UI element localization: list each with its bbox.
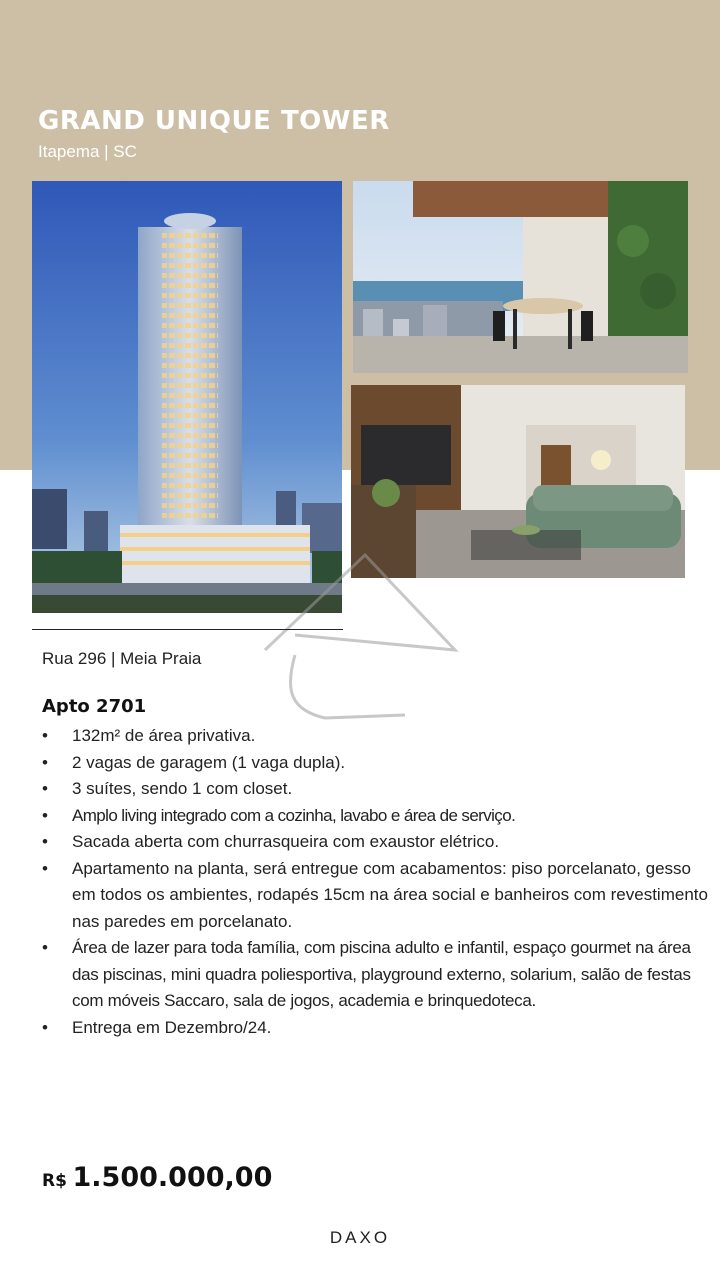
bullet-icon: • — [42, 805, 48, 825]
feature-text: Entrega em Dezembro/24. — [72, 1017, 272, 1037]
bullet-icon: • — [42, 779, 48, 798]
list-item — [42, 750, 712, 777]
unit-title: Apto 2701 — [42, 696, 147, 717]
list-item — [42, 776, 712, 803]
feature-text: Apartamento na planta, será entregue com acabamentos: piso porcelanato, gesso em todos os ambientes, rodapés 15cm na área social e banheiros com revestimento nas paredes em porcelanato. — [72, 858, 708, 931]
feature-text: 3 suítes, sendo 1 com closet. — [72, 779, 293, 798]
bullet-icon: • — [42, 832, 48, 851]
feature-text: Área de lazer para toda família, com piscina adulto e infantil, espaço gourmet na área das piscinas, mini quadra poliesportiva, playground externo, solarium, salão de festas com móveis Saccaro, sala de jogos, academia e brinquedoteca. — [72, 938, 691, 1010]
list-item — [42, 935, 712, 1015]
bullet-icon: • — [42, 752, 48, 772]
list-item — [42, 1015, 712, 1042]
bullet-icon: • — [42, 726, 48, 745]
bullet-icon: • — [42, 858, 48, 878]
bullet-icon: • — [42, 1017, 48, 1037]
feature-text: 2 vagas de garagem (1 vaga dupla). — [72, 752, 346, 772]
feature-text: 132m² de área privativa. — [72, 726, 256, 745]
list-item — [42, 803, 712, 830]
price — [42, 1162, 272, 1193]
feature-text: Amplo living integrado com a cozinha, lavabo e área de serviço. — [72, 805, 516, 825]
page-title: GRAND UNIQUE TOWER — [38, 106, 390, 136]
list-item — [42, 723, 712, 750]
brand-logo: DAXO — [329, 1228, 391, 1247]
feature-list — [42, 723, 712, 1041]
list-item — [42, 856, 712, 936]
location-subtitle: Itapema | SC — [38, 142, 137, 161]
price-currency: R$ — [42, 1171, 67, 1191]
tower-exterior-photo — [32, 181, 342, 613]
price-amount: 1.500.000,00 — [72, 1162, 273, 1193]
list-item — [42, 829, 712, 856]
address-divider — [32, 629, 343, 630]
address-text: Rua 296 | Meia Praia — [42, 649, 202, 668]
bullet-icon: • — [42, 938, 48, 957]
balcony-gourmet-photo — [353, 181, 688, 373]
feature-text: Sacada aberta com churrasqueira com exaustor elétrico. — [72, 832, 500, 851]
watermark-logo-icon — [255, 550, 475, 740]
